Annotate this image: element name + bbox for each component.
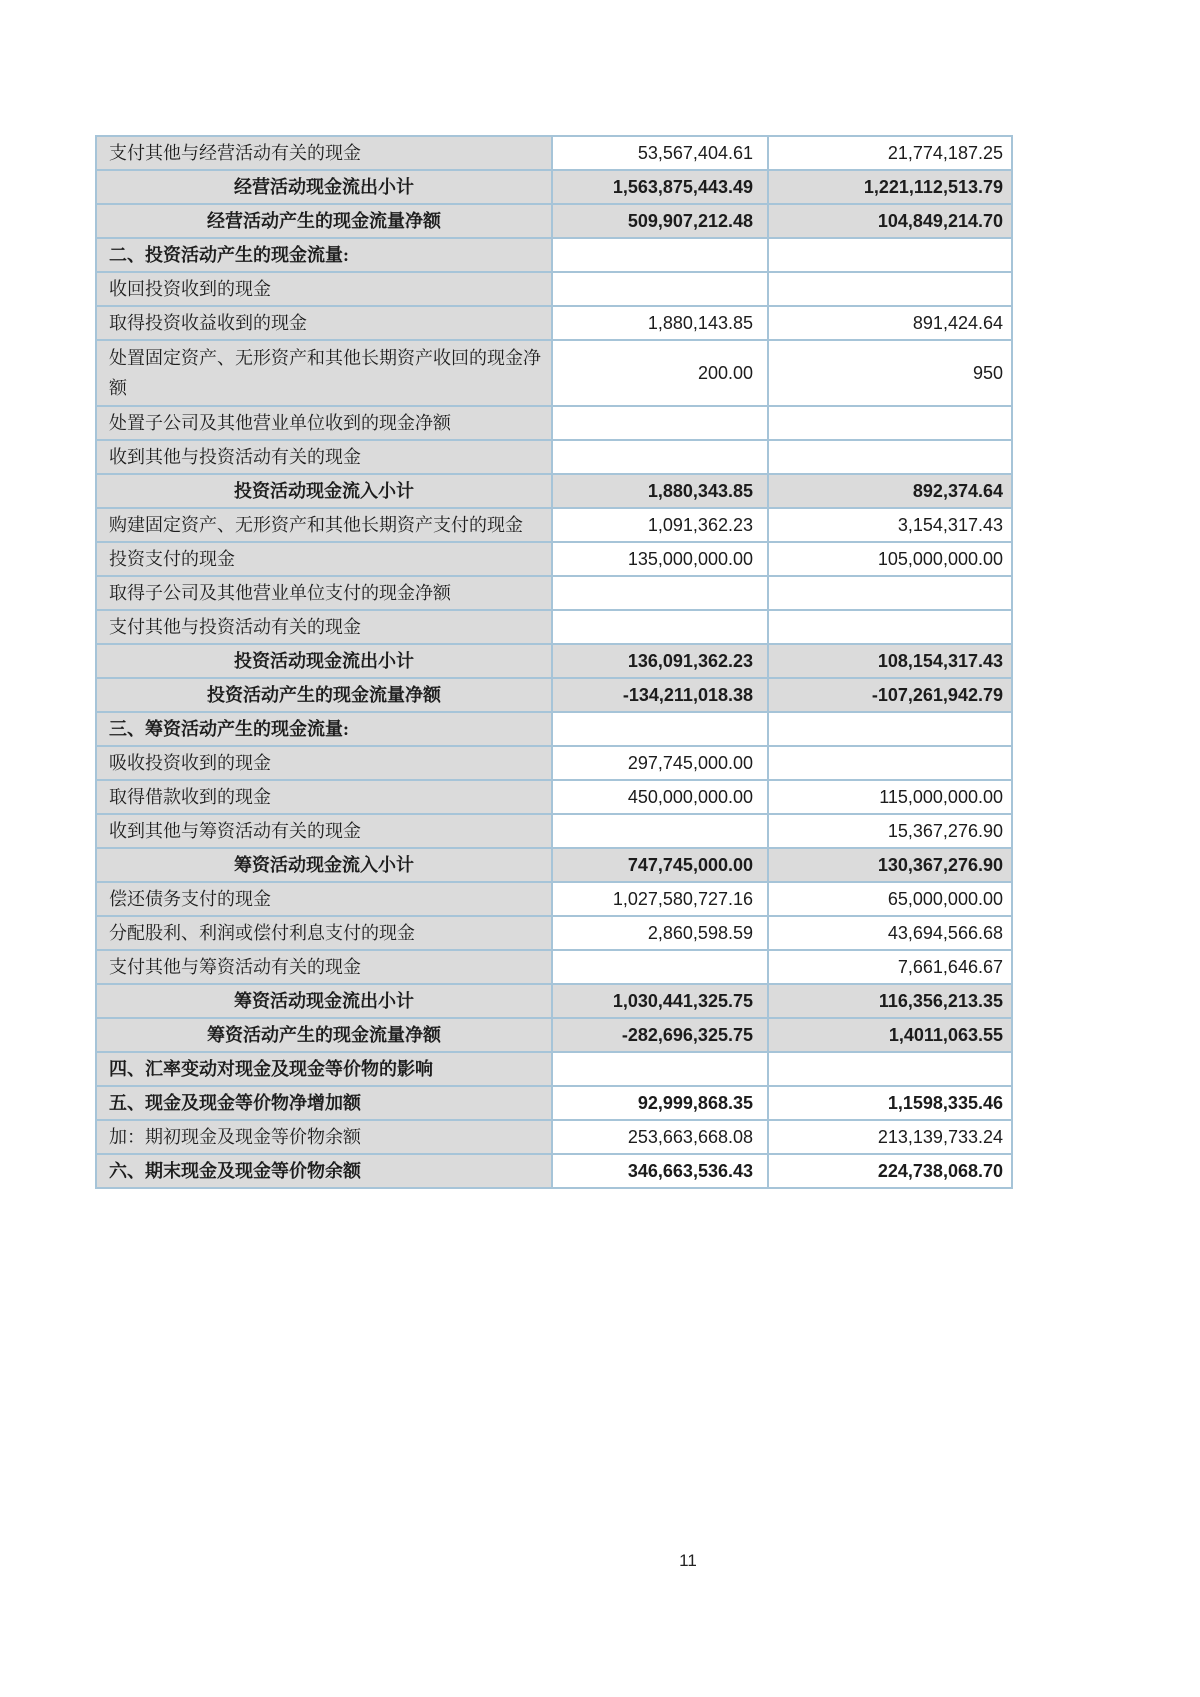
table-row xyxy=(96,916,1012,950)
row-label: 加：期初现金及现金等价物余额 xyxy=(96,1120,552,1154)
row-label: 投资活动现金流出小计 xyxy=(96,644,552,678)
row-label: 分配股利、利润或偿付利息支付的现金 xyxy=(96,916,552,950)
row-label: 偿还债务支付的现金 xyxy=(96,882,552,916)
row-label: 处置固定资产、无形资产和其他长期资产收回的现金净额 xyxy=(96,340,552,406)
row-label: 投资支付的现金 xyxy=(96,542,552,576)
value-current: 253,663,668.08 xyxy=(552,1120,768,1154)
value-current: 1,030,441,325.75 xyxy=(552,984,768,1018)
table-row xyxy=(96,542,1012,576)
value-current: 1,563,875,443.49 xyxy=(552,170,768,204)
row-label: 经营活动现金流出小计 xyxy=(96,170,552,204)
row-label: 取得借款收到的现金 xyxy=(96,780,552,814)
value-current: 747,745,000.00 xyxy=(552,848,768,882)
table-row xyxy=(96,644,1012,678)
table-row xyxy=(96,272,1012,306)
table-row xyxy=(96,170,1012,204)
value-current: 297,745,000.00 xyxy=(552,746,768,780)
value-prior: 950 xyxy=(768,340,1012,406)
value-prior xyxy=(768,1052,1012,1086)
value-prior: 21,774,187.25 xyxy=(768,136,1012,170)
page-number: 11 xyxy=(679,1551,697,1570)
row-label: 支付其他与投资活动有关的现金 xyxy=(96,610,552,644)
value-current: 346,663,536.43 xyxy=(552,1154,768,1188)
table-row xyxy=(96,780,1012,814)
table-row xyxy=(96,1154,1012,1188)
value-prior xyxy=(768,272,1012,306)
cash-flow-table xyxy=(95,135,1013,1189)
value-prior: 7,661,646.67 xyxy=(768,950,1012,984)
value-current: 136,091,362.23 xyxy=(552,644,768,678)
table-row xyxy=(96,238,1012,272)
row-label: 三、筹资活动产生的现金流量: xyxy=(96,712,552,746)
value-current xyxy=(552,1052,768,1086)
table-row xyxy=(96,882,1012,916)
value-current: 1,091,362.23 xyxy=(552,508,768,542)
value-current xyxy=(552,712,768,746)
row-label: 购建固定资产、无形资产和其他长期资产支付的现金 xyxy=(96,508,552,542)
value-current xyxy=(552,576,768,610)
value-current xyxy=(552,238,768,272)
table-row xyxy=(96,678,1012,712)
value-current: -282,696,325.75 xyxy=(552,1018,768,1052)
value-prior: 104,849,214.70 xyxy=(768,204,1012,238)
value-prior xyxy=(768,712,1012,746)
row-label: 投资活动产生的现金流量净额 xyxy=(96,678,552,712)
value-prior xyxy=(768,238,1012,272)
table-row xyxy=(96,406,1012,440)
value-current xyxy=(552,950,768,984)
table-row xyxy=(96,508,1012,542)
row-label: 筹资活动产生的现金流量净额 xyxy=(96,1018,552,1052)
value-prior: 213,139,733.24 xyxy=(768,1120,1012,1154)
table-row xyxy=(96,474,1012,508)
row-label: 处置子公司及其他营业单位收到的现金净额 xyxy=(96,406,552,440)
row-label: 取得子公司及其他营业单位支付的现金净额 xyxy=(96,576,552,610)
value-prior: 108,154,317.43 xyxy=(768,644,1012,678)
value-prior: 1,221,112,513.79 xyxy=(768,170,1012,204)
value-current xyxy=(552,272,768,306)
value-current: 509,907,212.48 xyxy=(552,204,768,238)
row-label: 五、现金及现金等价物净增加额 xyxy=(96,1086,552,1120)
value-prior xyxy=(768,576,1012,610)
table-row xyxy=(96,1086,1012,1120)
row-label: 筹资活动现金流出小计 xyxy=(96,984,552,1018)
value-current: 53,567,404.61 xyxy=(552,136,768,170)
value-current: 450,000,000.00 xyxy=(552,780,768,814)
value-current xyxy=(552,440,768,474)
value-prior: 116,356,213.35 xyxy=(768,984,1012,1018)
value-prior: 1,1598,335.46 xyxy=(768,1086,1012,1120)
row-label: 四、汇率变动对现金及现金等价物的影响 xyxy=(96,1052,552,1086)
value-current xyxy=(552,814,768,848)
value-current: 200.00 xyxy=(552,340,768,406)
value-prior: 892,374.64 xyxy=(768,474,1012,508)
table-row xyxy=(96,204,1012,238)
row-label: 收到其他与投资活动有关的现金 xyxy=(96,440,552,474)
value-prior: -107,261,942.79 xyxy=(768,678,1012,712)
value-current: -134,211,018.38 xyxy=(552,678,768,712)
table-row xyxy=(96,306,1012,340)
value-prior: 43,694,566.68 xyxy=(768,916,1012,950)
row-label: 支付其他与筹资活动有关的现金 xyxy=(96,950,552,984)
value-prior xyxy=(768,406,1012,440)
row-label: 支付其他与经营活动有关的现金 xyxy=(96,136,552,170)
value-current: 92,999,868.35 xyxy=(552,1086,768,1120)
row-label: 六、期末现金及现金等价物余额 xyxy=(96,1154,552,1188)
table-row xyxy=(96,814,1012,848)
table-row xyxy=(96,136,1012,170)
table-row xyxy=(96,712,1012,746)
value-prior: 891,424.64 xyxy=(768,306,1012,340)
table-row xyxy=(96,1052,1012,1086)
value-current: 1,880,343.85 xyxy=(552,474,768,508)
value-prior xyxy=(768,610,1012,644)
row-label: 收回投资收到的现金 xyxy=(96,272,552,306)
value-current: 1,880,143.85 xyxy=(552,306,768,340)
table-row xyxy=(96,1018,1012,1052)
value-current xyxy=(552,406,768,440)
table-row xyxy=(96,746,1012,780)
table-row xyxy=(96,440,1012,474)
value-current: 135,000,000.00 xyxy=(552,542,768,576)
table-row xyxy=(96,1120,1012,1154)
value-prior: 224,738,068.70 xyxy=(768,1154,1012,1188)
value-current: 1,027,580,727.16 xyxy=(552,882,768,916)
value-prior: 65,000,000.00 xyxy=(768,882,1012,916)
table-row xyxy=(96,984,1012,1018)
value-current xyxy=(552,610,768,644)
row-label: 吸收投资收到的现金 xyxy=(96,746,552,780)
table-row xyxy=(96,950,1012,984)
cash-flow-table-body xyxy=(96,136,1012,1188)
row-label: 收到其他与筹资活动有关的现金 xyxy=(96,814,552,848)
value-prior xyxy=(768,746,1012,780)
row-label: 经营活动产生的现金流量净额 xyxy=(96,204,552,238)
row-label: 筹资活动现金流入小计 xyxy=(96,848,552,882)
value-prior: 115,000,000.00 xyxy=(768,780,1012,814)
row-label: 取得投资收益收到的现金 xyxy=(96,306,552,340)
row-label: 二、投资活动产生的现金流量: xyxy=(96,238,552,272)
table-row xyxy=(96,576,1012,610)
table-row xyxy=(96,610,1012,644)
value-prior: 130,367,276.90 xyxy=(768,848,1012,882)
value-prior xyxy=(768,440,1012,474)
value-prior: 105,000,000.00 xyxy=(768,542,1012,576)
row-label: 投资活动现金流入小计 xyxy=(96,474,552,508)
value-prior: 15,367,276.90 xyxy=(768,814,1012,848)
value-prior: 3,154,317.43 xyxy=(768,508,1012,542)
value-current: 2,860,598.59 xyxy=(552,916,768,950)
table-row xyxy=(96,848,1012,882)
value-prior: 1,4011,063.55 xyxy=(768,1018,1012,1052)
table-row xyxy=(96,340,1012,406)
